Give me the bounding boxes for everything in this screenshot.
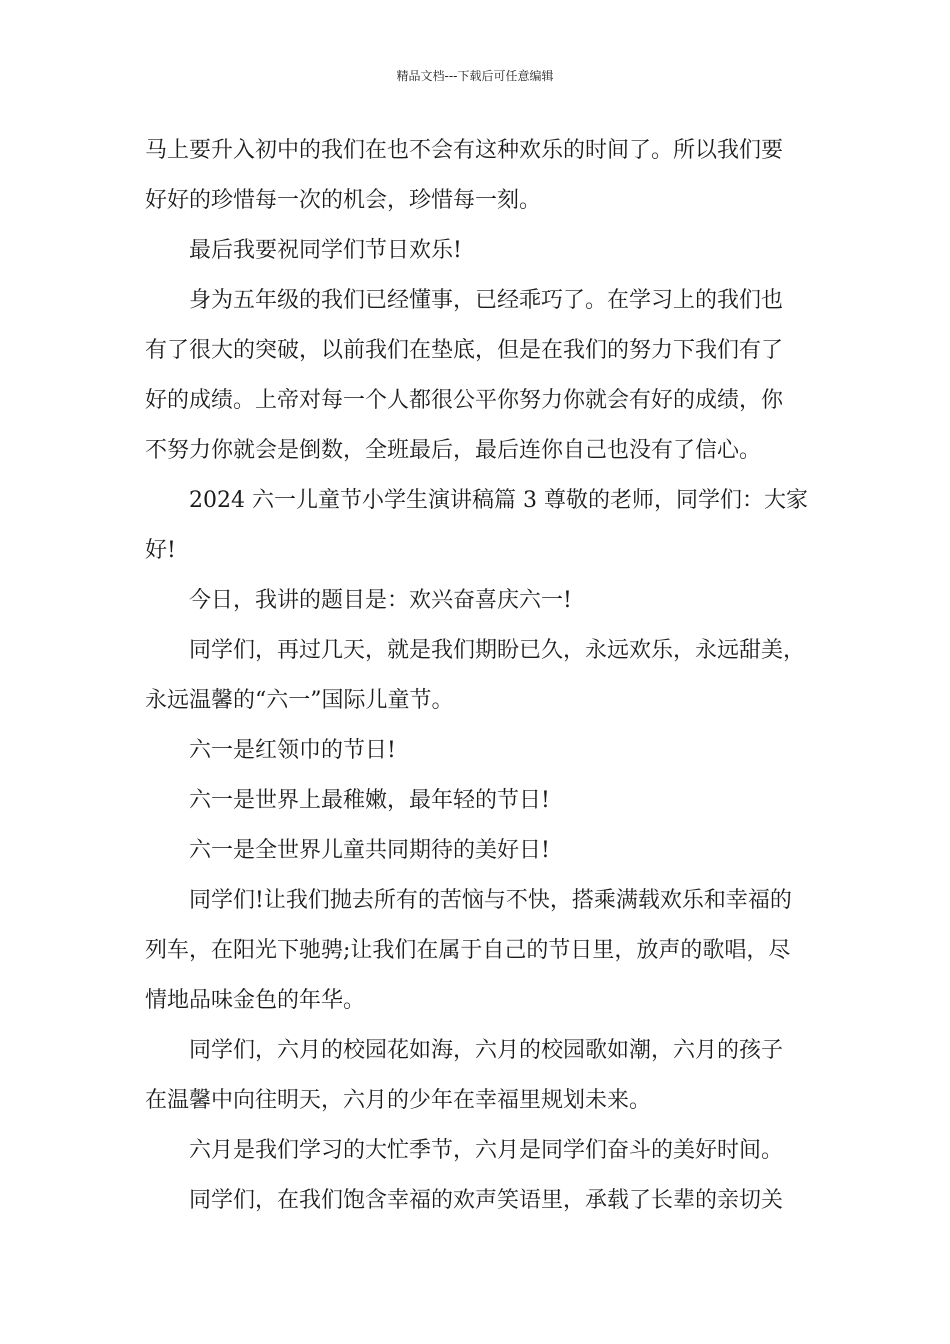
text-line: 同学们，六月的校园花如海，六月的校园歌如潮，六月的孩子	[189, 1038, 784, 1063]
text-line: 六月是我们学习的大忙季节，六月是同学们奋斗的美好时间。	[189, 1138, 784, 1163]
text-line: 在温馨中向往明天，六月的少年在幸福里规划未来。	[145, 1088, 652, 1113]
text-line: 不努力你就会是倒数，全班最后，最后连你自己也没有了信心。	[145, 438, 762, 463]
text-line: 好!	[145, 538, 176, 563]
text-line: 六一是全世界儿童共同期待的美好日!	[189, 838, 550, 863]
text-line: 2024 六一儿童节小学生演讲稿篇 3 尊敬的老师，同学们：大家	[189, 488, 808, 513]
text-line: 同学们，再过几天，就是我们期盼已久，永远欢乐，永远甜美，	[189, 638, 806, 663]
text-line: 好好的珍惜每一次的机会，珍惜每一刻。	[145, 188, 542, 213]
text-line: 今日，我讲的题目是：欢兴奋喜庆六一!	[189, 588, 572, 613]
text-line: 六一是世界上最稚嫩，最年轻的节日!	[189, 788, 550, 813]
text-line: 同学们!让我们抛去所有的苦恼与不快，搭乘满载欢乐和幸福的	[189, 888, 792, 913]
text-line: 有了很大的突破，以前我们在垫底，但是在我们的努力下我们有了	[145, 338, 784, 363]
text-line: 同学们，在我们饱含幸福的欢声笑语里，承载了长辈的亲切关	[189, 1188, 784, 1213]
text-line: 身为五年级的我们已经懂事，已经乖巧了。在学习上的我们也	[189, 288, 784, 313]
text-line: 马上要升入初中的我们在也不会有这种欢乐的时间了。所以我们要	[145, 138, 784, 163]
text-line: 情地品味金色的年华。	[145, 988, 366, 1013]
page-header: 精品文档---下载后可任意编辑	[396, 69, 554, 83]
text-line: 六一是红领巾的节日!	[189, 738, 396, 763]
text-line: 永远温馨的“六一”国际儿童节。	[145, 688, 454, 713]
text-line: 好的成绩。上帝对每一个人都很公平你努力你就会有好的成绩，你	[145, 388, 784, 413]
document-body	[145, 130, 817, 1230]
text-line: 最后我要祝同学们节日欢乐!	[189, 238, 462, 263]
text-line: 列车，在阳光下驰骋;让我们在属于自己的节日里，放声的歌唱，尽	[145, 938, 791, 963]
